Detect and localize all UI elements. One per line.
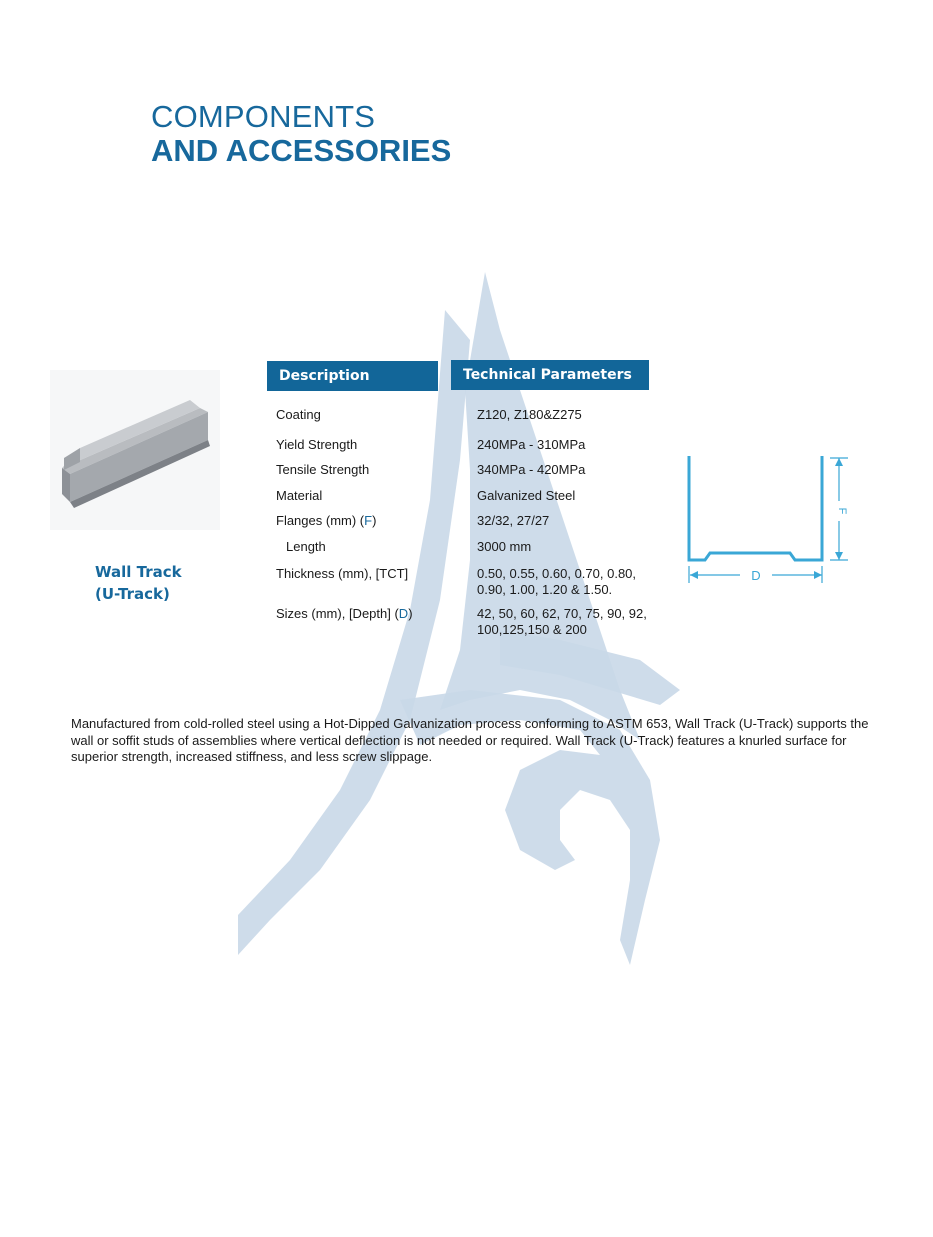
description-header: Description [267,361,438,391]
row-label-thickness: Thickness (mm), [TCT] [276,566,409,581]
row-label-tensile-strength: Tensile Strength [276,462,370,477]
u-track-profile [689,456,822,560]
u-track-product-image [50,370,220,530]
row-label-yield-strength: Yield Strength [276,437,358,452]
product-name-line1: Wall Track [95,563,182,581]
product-description: Manufactured from cold-rolled steel using a Hot-Dipped Galvanization process conforming to ASTM 653, Wall Track (U-Track) supports the wall or soffit studs of assemblies where vertical deflection is not needed or required. Wall Track (U-Track) features a knurled surface for superior strength, increased stiffness, and less screw slippage. [71,716,869,764]
row-label-coating: Coating [276,407,321,422]
row-value-material: Galvanized Steel [477,488,576,503]
row-value-flanges: 32/32, 27/27 [477,513,550,528]
row-value-yield-strength: 240MPa - 310MPa [477,437,586,452]
sizes-label-prefix: Sizes (mm), [Depth] ( [276,606,399,621]
row-value-coating: Z120, Z180&Z275 [477,407,582,422]
page-title [151,100,451,168]
depth-label: D [751,568,761,583]
row-label-material: Material [276,488,323,503]
row-value-length: 3000 mm [477,539,532,554]
row-value-tensile-strength: 340MPa - 420MPa [477,462,586,477]
watermark-stroke-diagonal [238,310,470,955]
row-value-thickness: 0.50, 0.55, 0.60, 0.70, 0.80, 0.90, 1.00, 1.20 & 1.50. [477,566,637,597]
page-title-line2: AND ACCESSORIES [151,133,452,168]
technical-parameters-header: Technical Parameters [451,360,649,390]
sizes-label-suffix: ) [408,606,413,621]
row-label-sizes [276,606,413,622]
flanges-label-prefix: Flanges (mm) ( [276,513,365,528]
flanges-letter-f: F [364,513,373,528]
row-label-length: Length [286,539,326,554]
page-title-line1: COMPONENTS [151,99,376,134]
sizes-letter-d: D [398,606,409,621]
product-name [95,561,182,605]
u-track-section-diagram [680,448,855,588]
flanges-label-suffix: ) [372,513,377,528]
product-name-line2: (U-Track) [95,585,170,603]
flange-label: F [836,507,848,515]
row-label-flanges [276,513,376,529]
row-value-sizes: 42, 50, 60, 62, 70, 75, 90, 92, 100,125,150 & 200 [477,606,647,637]
